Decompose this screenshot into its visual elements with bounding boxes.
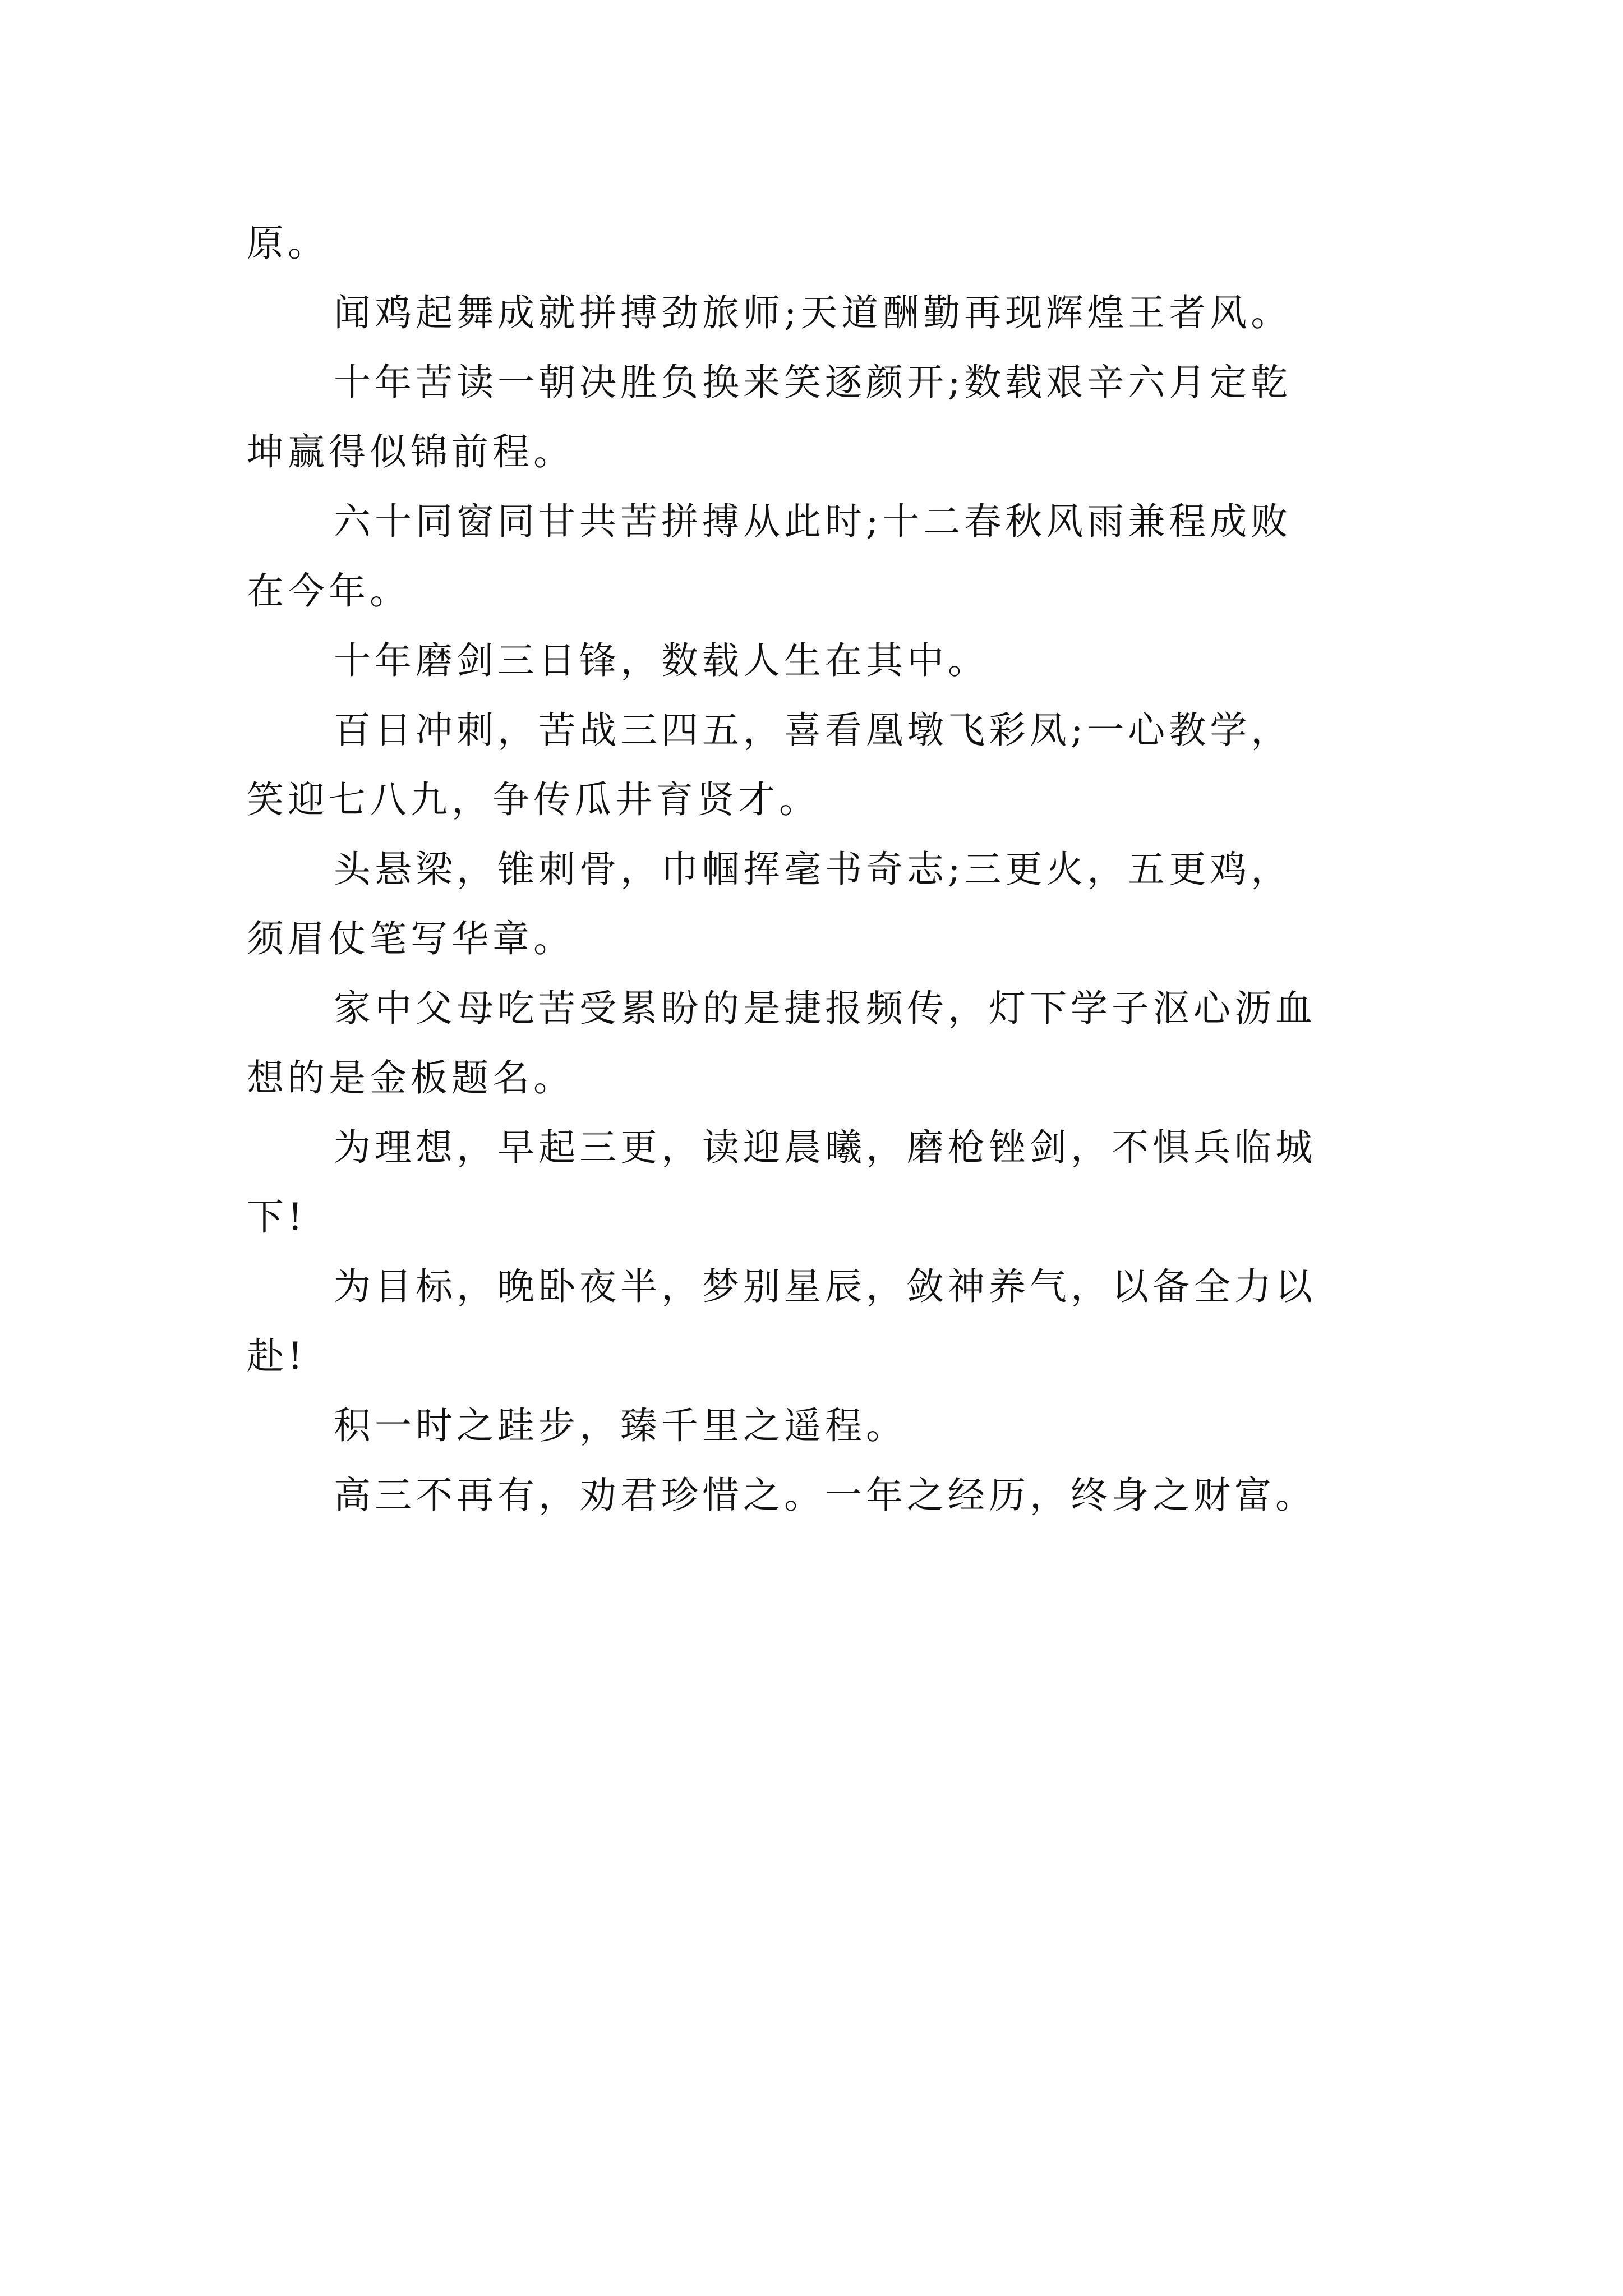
text-line: 笑迎七八九，争传瓜井育贤才。	[247, 778, 820, 821]
paragraph	[247, 1461, 1396, 1530]
text-line: 积一时之跬步，臻千里之遥程。	[334, 1404, 907, 1447]
text-line: 十年磨剑三日锋，数载人生在其中。	[334, 639, 989, 682]
text-line: 十年苦读一朝决胜负换来笑逐颜开;数载艰辛六月定乾	[334, 361, 1292, 404]
text-line: 在今年。	[247, 569, 411, 613]
text-line: 高三不再有，劝君珍惜之。一年之经历，终身之财富。	[334, 1474, 1316, 1517]
paragraph	[247, 1391, 1396, 1461]
text-line: 赴!	[247, 1335, 307, 1378]
paragraph	[247, 626, 1396, 696]
text-line: 六十同窗同甘共苦拼搏从此时;十二春秋风雨兼程成败	[334, 500, 1292, 543]
text-line: 想的是金板题名。	[247, 1056, 574, 1099]
text-line: 百日冲刺，苦战三四五，喜看凰墩飞彩凤;一心教学，	[334, 708, 1292, 752]
paragraph	[247, 974, 1396, 1113]
text-line: 下!	[247, 1195, 307, 1239]
paragraph	[247, 487, 1396, 626]
paragraph	[247, 1252, 1396, 1391]
text-line: 为理想，早起三更，读迎晨曦，磨枪锉剑，不惧兵临城	[334, 1126, 1316, 1169]
text-line: 原。	[247, 222, 329, 265]
paragraph-continuation	[247, 209, 1396, 278]
paragraph	[247, 696, 1396, 835]
text-line: 须眉仗笔写华章。	[247, 917, 574, 960]
text-line: 闻鸡起舞成就拼搏劲旅师;天道酬勤再现辉煌王者风。	[334, 291, 1292, 334]
document-body	[247, 209, 1396, 1530]
text-line: 为目标，晚卧夜半，梦别星辰，敛神养气，以备全力以	[334, 1265, 1316, 1308]
text-line: 家中父母吃苦受累盼的是捷报频传，灯下学子沤心沥血	[334, 987, 1316, 1030]
paragraph	[247, 278, 1396, 348]
paragraph	[247, 835, 1396, 974]
paragraph	[247, 348, 1396, 487]
text-line: 头悬梁，锥刺骨，巾帼挥毫书奇志;三更火，五更鸡，	[334, 848, 1292, 891]
paragraph	[247, 1113, 1396, 1252]
text-line: 坤赢得似锦前程。	[247, 430, 574, 473]
